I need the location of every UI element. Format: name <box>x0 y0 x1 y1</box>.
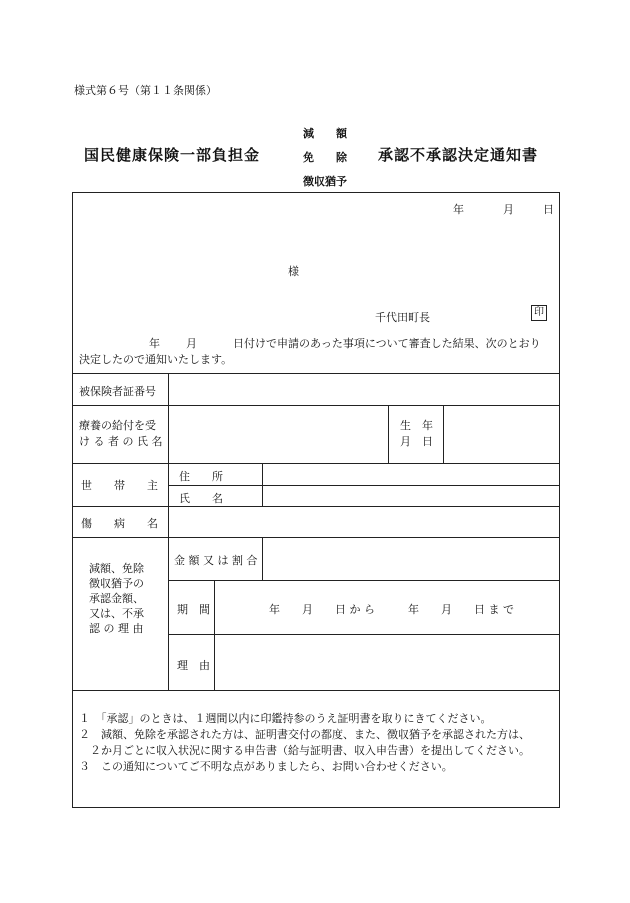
date-month: 月 <box>503 203 514 216</box>
intro-rest: 日付けで申請のあった事項について審査した結果、次のとおり <box>233 337 541 350</box>
intro-line2: 決定したので通知いたします。 <box>79 353 233 366</box>
intro-month: 月 <box>186 337 197 350</box>
reason-block-line: 認 の 理 由 <box>89 622 144 635</box>
birth-label-2: 月 日 <box>400 435 433 448</box>
reason-block-line: 承認金額、 <box>89 592 144 605</box>
reason-label: 理 由 <box>177 659 210 672</box>
seal-mark: 印 <box>531 305 547 321</box>
title-mid-exempt: 免 除 <box>303 151 347 164</box>
note-item: ２か月ごとに収入状況に関する申告書（給与証明書、収入申告書）を提出してください。 <box>79 744 530 757</box>
title-right: 承認不承認決定通知書 <box>378 146 539 164</box>
address-label: 住 所 <box>179 470 223 483</box>
form-frame <box>72 192 560 808</box>
householder-label: 世 帯 主 <box>81 479 158 492</box>
name-label: 氏 名 <box>179 492 223 505</box>
title-mid-defer: 徴収猶予 <box>303 175 347 188</box>
notes <box>79 711 530 775</box>
date-year: 年 <box>453 203 464 216</box>
reason-block-line: 減額、免除 <box>89 562 144 575</box>
note-item: ２ 減額、免除を承認された方は、証明書交付の都度、また、徴収猶予を承認された方は、 <box>79 728 530 741</box>
reason-block-label <box>89 561 144 636</box>
reason-block-line: 又は、不承 <box>89 607 144 620</box>
birth-label-1: 生 年 <box>400 419 433 432</box>
reason-block-line: 徴収猶予の <box>89 577 144 590</box>
recipient-name-label-2: け る 者 の 氏 名 <box>79 435 163 448</box>
title-left: 国民健康保険一部負担金 <box>84 146 261 164</box>
intro-year: 年 <box>149 337 160 350</box>
note-item: １ 「承認」のときは、１週間以内に印鑑持参のうえ証明書を取りにきてください。 <box>79 712 492 725</box>
amount-label: 金 額 又 は 割 合 <box>174 554 258 567</box>
note-item: ３ この通知についてご不明な点がありましたら、お問い合わせください。 <box>79 760 453 773</box>
period-label: 期 間 <box>177 603 210 616</box>
date-day: 日 <box>543 203 554 216</box>
insured-number-label: 被保険者証番号 <box>79 385 156 398</box>
addressee-suffix: 様 <box>288 265 299 278</box>
injury-label: 傷 病 名 <box>81 517 158 530</box>
title-mid-reduce: 減 額 <box>303 127 347 140</box>
title-mid <box>303 122 363 194</box>
issuer: 千代田町長 <box>375 311 430 324</box>
form-number: 様式第６号（第１１条関係） <box>74 84 217 97</box>
period-text: 年 月 日 か ら 年 月 日 ま で <box>269 603 514 616</box>
recipient-name-label-1: 療養の給付を受 <box>79 419 156 432</box>
